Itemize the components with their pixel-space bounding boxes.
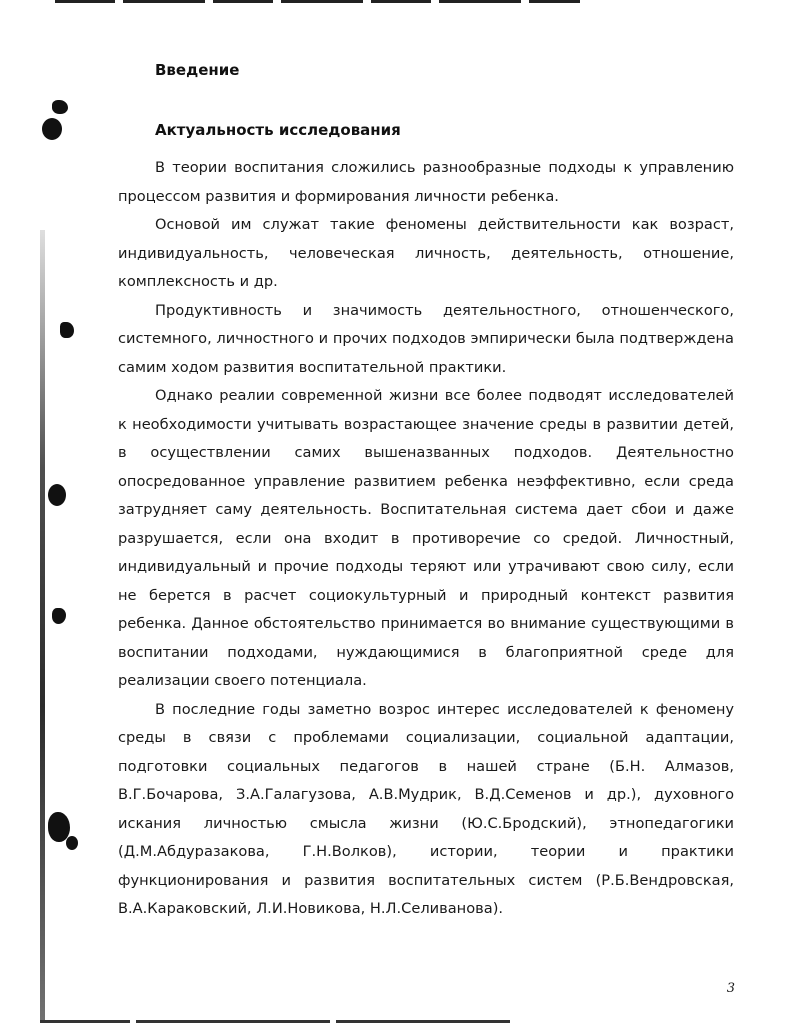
paragraph: Однако реалии современной жизни все более подводят исследователей к необходимости учитывать возрастающее значение среды в развитии детей, в осуществлении самих вышеназванных подходов. Деятельностно опосредованное управление развитием ребенка неэффективно, если среда затрудняет саму деятельность. Воспитательная система дает сбои и даже разрушается, если она входит в противоречие со средой. Личностный, индивидуальный и прочие подходы теряют или утрачивают свою силу, если не берется в расчет социокультурный и природный контекст развития ребенка. Данное обстоятельство принимается во внимание существующими в воспитании подходами, нуждающимися в благоприятной среде для реализации своего потенциала. [118, 387, 734, 689]
punch-hole-mark [48, 484, 66, 506]
section-heading: Введение [155, 61, 240, 79]
punch-hole-mark [52, 100, 68, 114]
punch-hole-mark [66, 836, 78, 850]
punch-hole-mark [60, 322, 74, 338]
paragraph: Основой им служат такие феномены действительности как возраст, индивидуальность, человеческая личность, деятельность, отношение, комплексность и др. [118, 216, 734, 290]
scan-edge-left [40, 230, 45, 1023]
page-number: 3 [726, 981, 735, 996]
paragraph: В последние годы заметно возрос интерес исследователей к феномену среды в связи с проблемами социализации, социальной адаптации, подготовки социальных педагогов в нашей стране (Б.Н. Алмазов, В.Г.Бочарова, З.А.Галагузова, А.В.Мудрик, В.Д.Семенов и др.), духовного искания личностью смысла жизни (Ю.С.Бродский), этнопедагогики (Д.М.Абдуразакова, Г.Н.Волков), истории, теории и практики функционирования и развития воспитательных систем (Р.Б.Вендровская, В.А.Караковский, Л.И.Новикова, Н.Л.Селиванова). [118, 700, 734, 917]
scan-edge-top [55, 0, 580, 3]
subsection-heading: Актуальность исследования [155, 121, 401, 139]
punch-hole-mark [42, 118, 62, 140]
body-text [118, 154, 734, 924]
paragraph: Продуктивность и значимость деятельностного, отношенческого, системного, личностного и прочих подходов эмпирически была подтверждена самим ходом развития воспитательной практики. [118, 301, 734, 376]
paragraph: В теории воспитания сложились разнообразные подходы к управлению процессом развития и формирования личности ребенка. [118, 159, 734, 205]
punch-hole-mark [52, 608, 66, 624]
